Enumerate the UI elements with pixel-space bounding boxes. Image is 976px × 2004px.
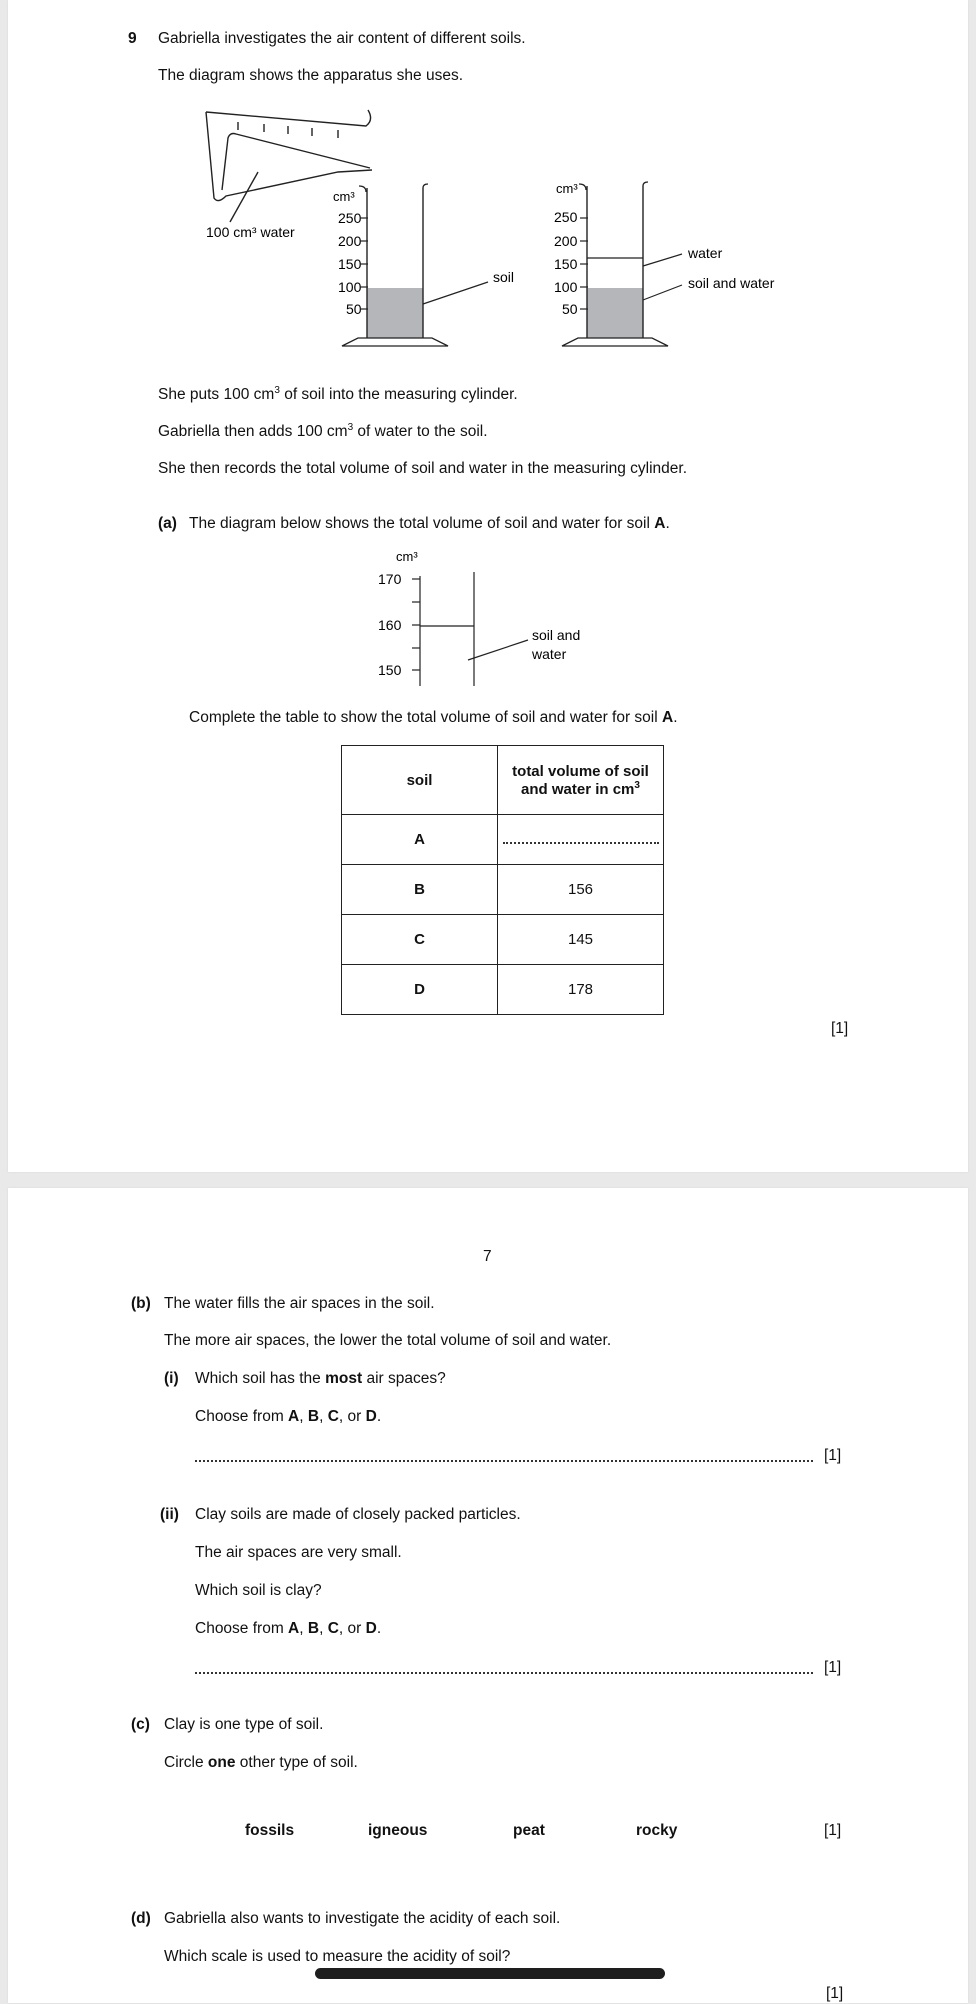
part-d-line2: Which scale is used to measure the acidity of soil?: [164, 1948, 511, 1965]
soil-volume-table: [341, 745, 664, 1015]
table-row: [342, 965, 664, 1015]
part-c-label: (c): [131, 1716, 150, 1733]
part-b-ii-line2: The air spaces are very small.: [195, 1544, 402, 1561]
tick-right-200: 200: [554, 233, 578, 249]
part-b-i-marks: [1]: [824, 1447, 842, 1464]
tick-right-100: 100: [554, 279, 578, 295]
label-soil: soil: [493, 269, 515, 285]
tick-right-50: 50: [562, 301, 578, 317]
part-b-i-label: (i): [164, 1370, 179, 1387]
part-a-label: (a): [158, 515, 177, 532]
volume-cell: 178: [498, 965, 664, 1015]
option-fossils[interactable]: fossils: [245, 1822, 295, 1839]
tick-left-200: 200: [338, 233, 362, 249]
part-b-ii-marks: [1]: [824, 1659, 842, 1676]
question-number: 9: [128, 30, 137, 47]
measuring-cylinder-left: [333, 184, 514, 346]
label-soil-and-water-line2: water: [532, 646, 567, 662]
apparatus-diagram: [188, 100, 828, 360]
part-c-marks: [1]: [824, 1822, 842, 1839]
unit-left: cm³: [333, 189, 355, 204]
unit-right: cm³: [556, 181, 578, 196]
volume-cell: 156: [498, 865, 664, 915]
header-volume: total volume of soil and water in $cm^3$: [498, 746, 664, 815]
part-b-ii-label: (ii): [160, 1506, 179, 1523]
label-water-funnel: 100 cm³ water: [206, 224, 295, 240]
table-row: [342, 865, 664, 915]
part-b-line2: The more air spaces, the lower the total volume of soil and water.: [164, 1332, 612, 1349]
tick-left-50: 50: [346, 301, 362, 317]
tick-left-100: 100: [338, 279, 362, 295]
part-d-marks: [1]: [826, 1985, 844, 2002]
answer-line-b-i[interactable]: [195, 1460, 813, 1462]
label-soil-and-water: soil and water: [688, 275, 775, 291]
option-igneous[interactable]: igneous: [368, 1822, 428, 1839]
option-rocky[interactable]: rocky: [636, 1822, 678, 1839]
answer-dotted-line[interactable]: [503, 836, 659, 844]
part-b-label: (b): [131, 1295, 151, 1312]
tick-170: 170: [378, 571, 402, 587]
part-b-ii-line3: Which soil is clay?: [195, 1582, 322, 1599]
question-intro: Gabriella investigates the air content of different soils.: [158, 30, 526, 47]
part-c-line1: Clay is one type of soil.: [164, 1716, 324, 1733]
part-b-line1: The water fills the air spaces in the soil.: [164, 1295, 435, 1312]
tick-right-150: 150: [554, 256, 578, 272]
part-b-i-question: Which soil has the most air spaces?: [195, 1370, 446, 1387]
part-a-text: The diagram below shows the total volume of soil and water for soil A.: [189, 515, 670, 532]
tick-left-150: 150: [338, 256, 362, 272]
label-soil-and-water-line1: soil and: [532, 627, 581, 643]
table-row: [342, 915, 664, 965]
option-peat[interactable]: peat: [513, 1822, 545, 1839]
tick-150: 150: [378, 662, 402, 678]
part-b-ii-line1: Clay soils are made of closely packed particles.: [195, 1506, 521, 1523]
header-soil: soil: [342, 746, 498, 815]
exam-page-1: [8, 0, 968, 1172]
table-row: [342, 815, 664, 865]
choose-from-ii: Choose from A, B, C, or D.: [195, 1620, 382, 1637]
table-header-row: [342, 746, 664, 815]
soil-cell: B: [342, 865, 498, 915]
measuring-cylinder-right: [554, 181, 775, 346]
answer-line-b-ii[interactable]: [195, 1672, 813, 1674]
apparatus-text: The diagram shows the apparatus she uses.: [158, 67, 464, 84]
part-d-line1: Gabriella also wants to investigate the acidity of each soil.: [164, 1910, 561, 1927]
volume-cell: 145: [498, 915, 664, 965]
step-3: She then records the total volume of soil and water in the measuring cylinder.: [158, 460, 688, 477]
tick-left-250: 250: [338, 210, 362, 226]
exam-page-2: [8, 1188, 968, 2003]
part-d-label: (d): [131, 1910, 151, 1927]
soil-cell: A: [342, 815, 498, 865]
step-1: She puts 100 $cm^3$ of soil into the measuring cylinder.: [158, 385, 518, 404]
page-number: 7: [483, 1248, 492, 1265]
tick-160: 160: [378, 617, 402, 633]
answer-cell-soil-a[interactable]: [498, 815, 664, 865]
label-water: water: [688, 245, 723, 261]
water-beaker-drawing: [206, 110, 372, 222]
tick-right-250: 250: [554, 209, 578, 225]
soil-a-cylinder-diagram: [368, 548, 628, 688]
part-a-marks: [1]: [831, 1020, 849, 1037]
part-c-instruction: Circle one other type of soil.: [164, 1754, 358, 1771]
choose-from-i: Choose from A, B, C, or D.: [195, 1408, 382, 1425]
soil-cell: D: [342, 965, 498, 1015]
soil-cell: C: [342, 915, 498, 965]
unit-cylinder-a: cm³: [396, 549, 418, 564]
step-2: Gabriella then adds 100 $cm^3$ of water to the soil.: [158, 422, 488, 441]
home-indicator-bar[interactable]: [315, 1968, 665, 1979]
complete-table-instruction: Complete the table to show the total volume of soil and water for soil A.: [189, 709, 678, 726]
